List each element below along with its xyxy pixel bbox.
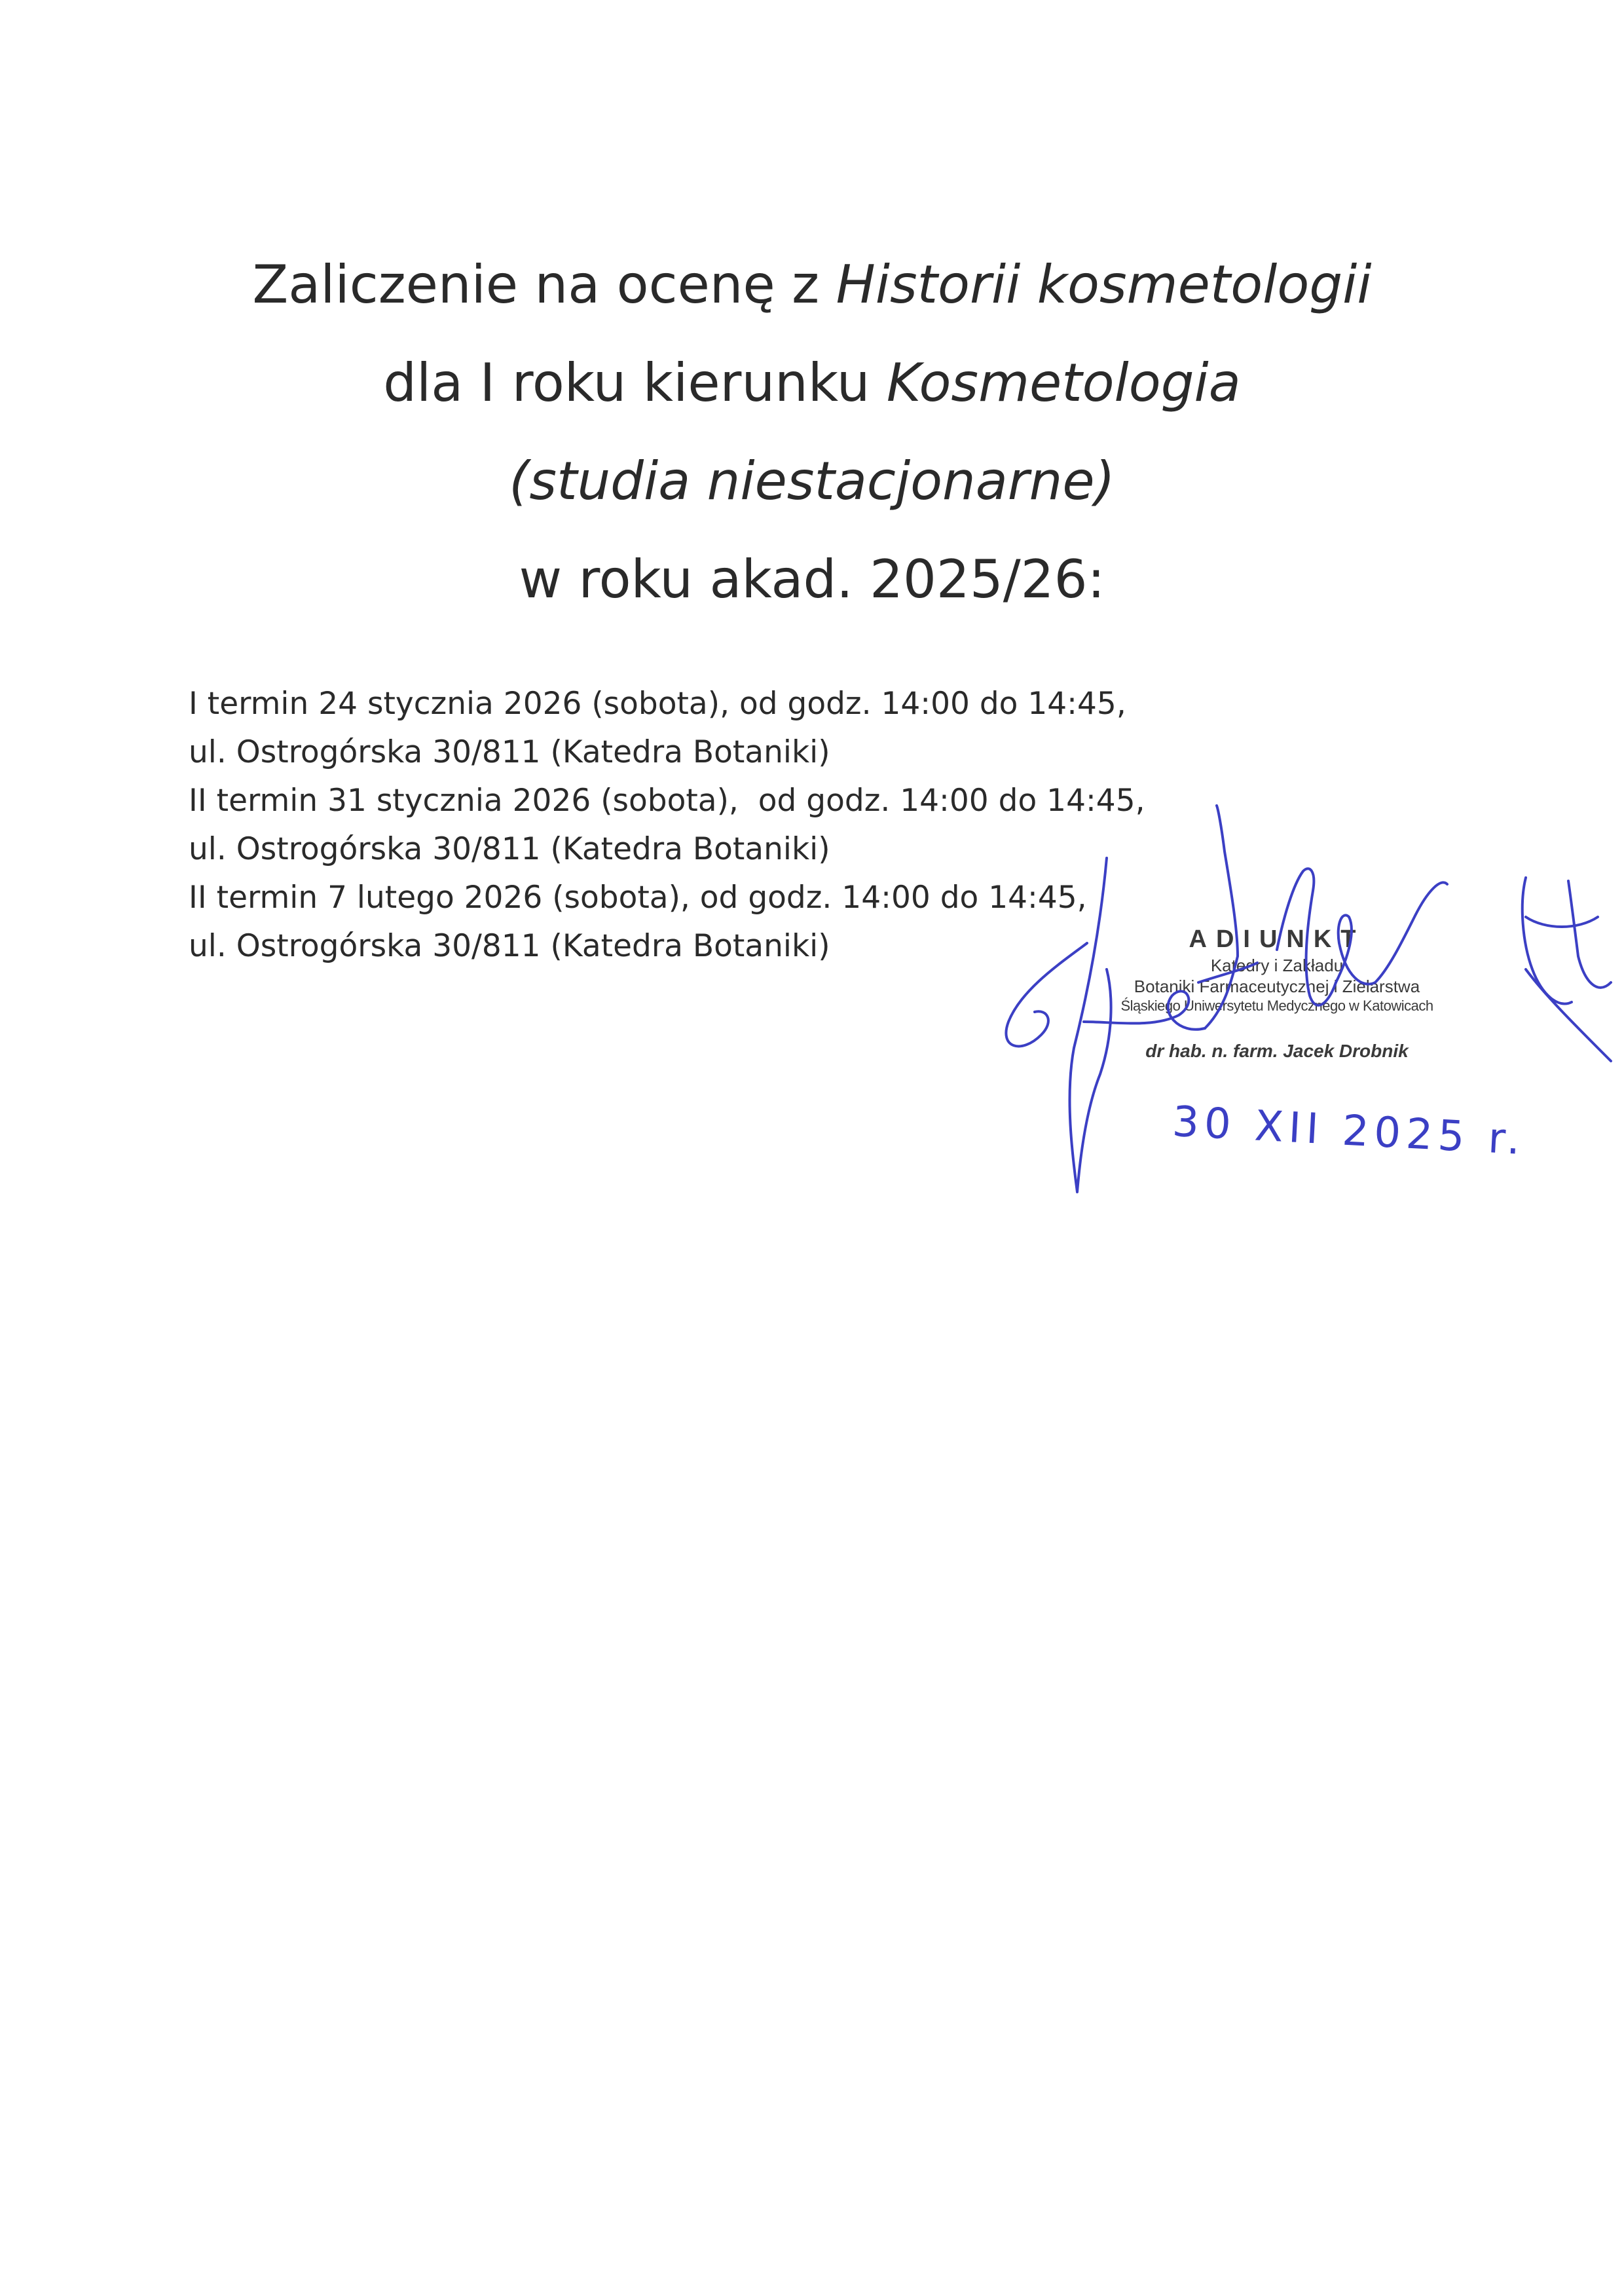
exam-schedule (189, 680, 1236, 971)
stamp-name: dr hab. n. farm. Jacek Drobnik (1145, 1041, 1409, 1061)
title-line-2 (0, 334, 1624, 432)
academic-year: w roku akad. 2025/26: (519, 549, 1105, 610)
stamp-title: ADIUNKT (1189, 925, 1365, 953)
schedule-line: ul. Ostrogórska 30/811 (Katedra Botaniki) (189, 734, 830, 770)
schedule-line: I termin 24 stycznia 2026 (sobota), od godz. 14:00 do 14:45, (189, 686, 1126, 722)
stamp-line: Botaniki Farmaceutycznej i Zielarstwa (1134, 977, 1420, 996)
title-line-2-prefix: dla I roku kierunku (383, 352, 887, 413)
stamp-line: Katedry i Zakładu (1210, 956, 1344, 975)
title-line-1-prefix: Zaliczenie na ocenę z (252, 254, 836, 315)
stamp-line: Śląskiego Uniwersytetu Medycznego w Katowicach (1120, 998, 1433, 1014)
handwritten-date: 30 XII 2025 r. (1171, 1097, 1527, 1165)
field-of-study: Kosmetologia (886, 352, 1241, 413)
title-line-1 (0, 236, 1624, 334)
schedule-line: ul. Ostrogórska 30/811 (Katedra Botaniki) (189, 928, 830, 964)
official-stamp (1080, 924, 1473, 1068)
schedule-line: II termin 7 lutego 2026 (sobota), od godz. 14:00 do 14:45, (189, 880, 1087, 916)
schedule-line: II termin 31 stycznia 2026 (sobota), od godz. 14:00 do 14:45, (189, 783, 1145, 819)
document-title (0, 236, 1624, 629)
course-name: Historii kosmetologii (836, 254, 1372, 315)
study-mode: (studia niestacjonarne) (509, 451, 1115, 512)
schedule-line: ul. Ostrogórska 30/811 (Katedra Botaniki) (189, 831, 830, 867)
